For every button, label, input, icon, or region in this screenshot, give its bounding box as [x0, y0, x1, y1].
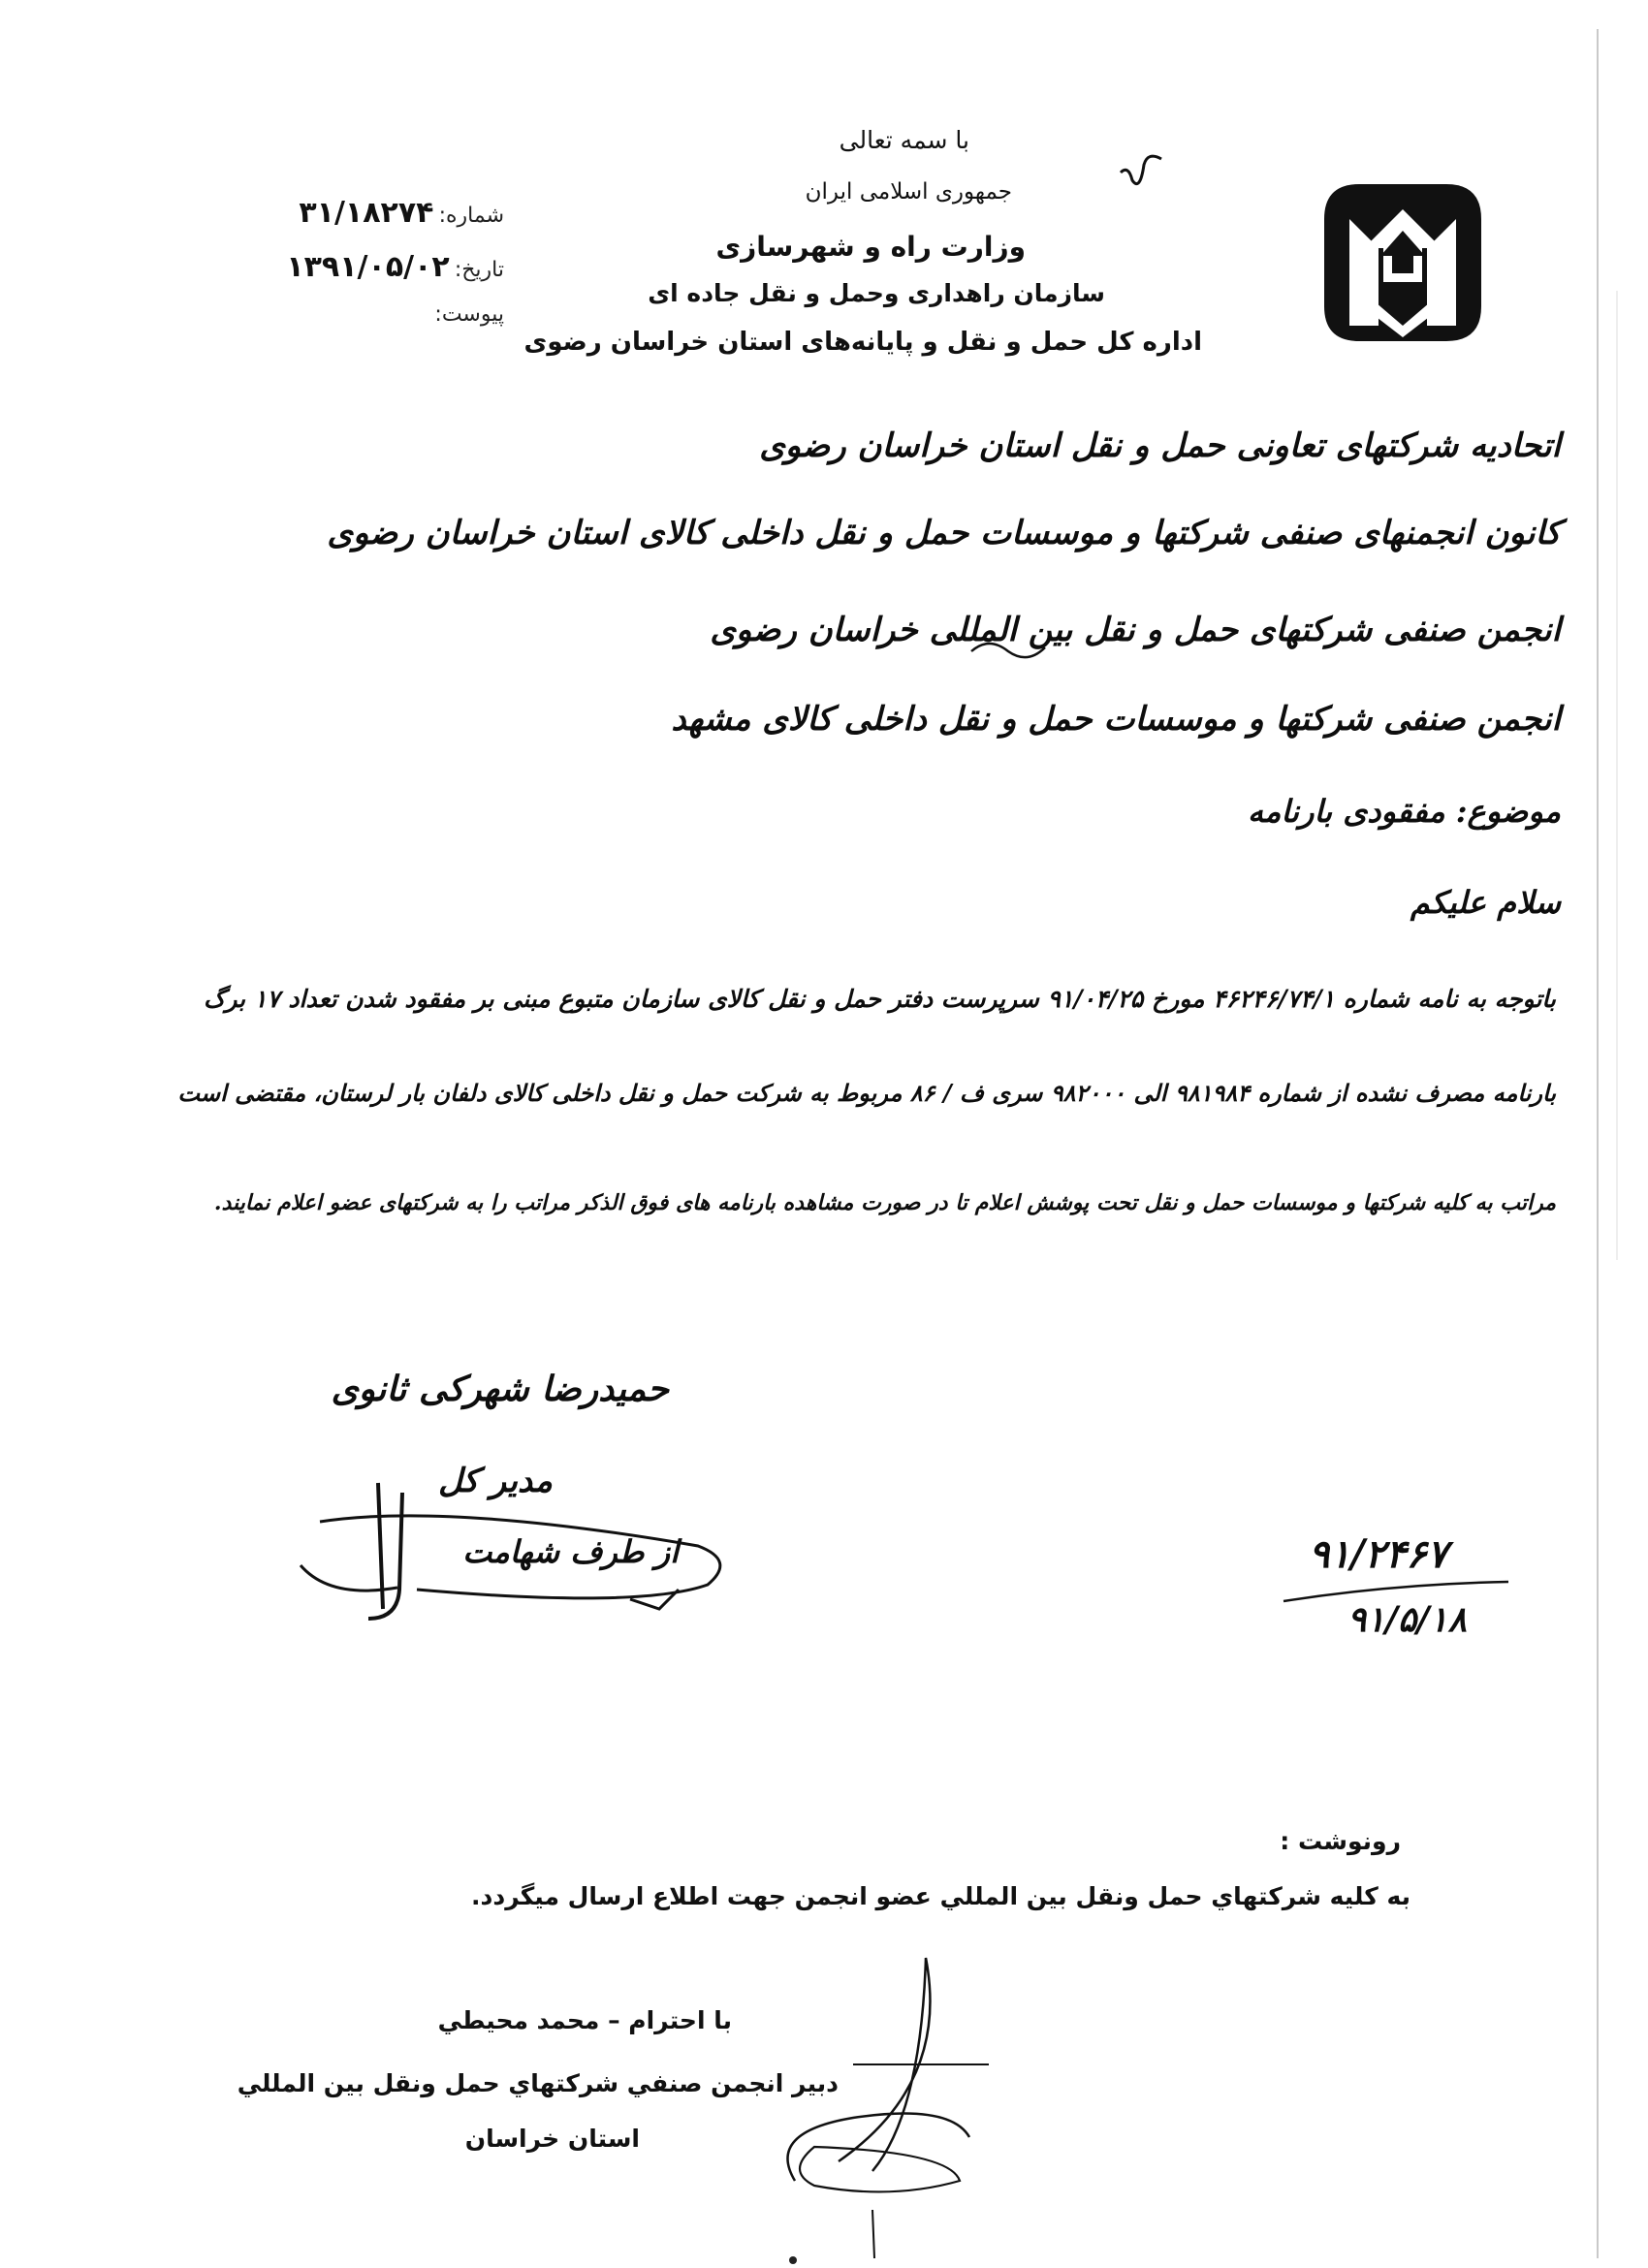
recipient-4: انجمن صنفی شرکتها و موسسات حمل و نقل داخلی کالای مشهد	[671, 700, 1561, 739]
country-name: جمهوری اسلامی ایران	[805, 179, 1012, 205]
letter-date-row	[286, 250, 504, 284]
subject-label: موضوع:	[1455, 793, 1561, 830]
greeting: سلام علیکم	[1410, 884, 1561, 921]
letter-number-label: شماره:	[438, 204, 504, 228]
recipient-3-scribble	[969, 630, 1047, 669]
footer-position: دبير انجمن صنفي شركتهاي حمل ونقل بين المللي	[237, 2069, 839, 2097]
footer-regards: با احترام – محمد محيطي	[437, 2006, 732, 2034]
ministry-logo	[1320, 180, 1485, 345]
attachment-label: پیوست:	[434, 302, 504, 327]
footer-signature	[756, 1938, 1008, 2258]
registration-date: ۹۱/۵/۱۸	[1347, 1599, 1467, 1640]
recipient-1: اتحادیه شرکتهای تعاونی حمل و نقل استان خراسان رضوی	[759, 426, 1561, 465]
ministry-name: وزارت راه و شهرسازی	[715, 231, 1026, 263]
letter-date: ۱۳۹۱/۰۵/۰۲	[286, 250, 450, 284]
subject-line	[1248, 793, 1561, 830]
scan-dot	[787, 2254, 799, 2266]
recipient-3: انجمن صنفی شرکتهای حمل و نقل بین المللی خراسان رضوی	[710, 611, 1561, 649]
registration-number: ۹۱/۲۴۶۷	[1309, 1531, 1448, 1577]
organization-name: سازمان راهداری وحمل و نقل جاده ای	[648, 279, 1105, 307]
copy-label: رونوشت :	[1280, 1827, 1401, 1855]
director-signature	[291, 1473, 756, 1638]
department-name: اداره کل حمل و نقل و پایانه‌های استان خراسان رضوی	[523, 328, 1202, 357]
body-line-3: مراتب به کلیه شرکتها و موسسات حمل و نقل تحت پوشش اعلام تا در صورت مشاهده بارنامه های فوق الذکر مراتب را به شرکتهای عضو اعلام نمایند.	[213, 1190, 1556, 1215]
signatory-title: مدیر کل	[437, 1462, 553, 1500]
copy-text: به كليه شركتهاي حمل ونقل بين المللي عضو انجمن جهت اطلاع ارسال ميگردد.	[471, 1882, 1410, 1910]
letter-number-row	[299, 196, 504, 230]
subject-value: مفقودی بارنامه	[1248, 793, 1445, 830]
letter-number: ۳۱/۱۸۲۷۴	[299, 196, 434, 230]
invocation: با سمه تعالی	[839, 126, 969, 154]
check-mark-icon	[1115, 145, 1173, 194]
body-line-2: بارنامه مصرف نشده از شماره ۹۸۱۹۸۴ الی ۹۸۲۰۰۰ سری ف / ۸۶ مربوط به شرکت حمل و نقل داخلی کالای دلفان بار لرستان، مقتضی است	[177, 1079, 1556, 1107]
footer-province: استان خراسان	[464, 2125, 640, 2153]
recipient-2: کانون انجمنهای صنفی شرکتها و موسسات حمل و نقل داخلی کالای استان خراسان رضوی	[327, 514, 1561, 552]
on-behalf-text: از طرف شهامت	[462, 1533, 679, 1570]
signatory-name: حمیدرضا شهرکی ثانوی	[331, 1369, 669, 1409]
body-line-1: باتوجه به نامه شماره ۴۶۲۴۶/۷۴/۱ مورخ ۹۱/۰۴/۲۵ سرپرست دفتر حمل و نقل کالای سازمان متبوع مبنی بر مفقود شدن تعداد ۱۷ برگ	[203, 985, 1556, 1013]
letter-date-label: تاریخ:	[454, 258, 504, 282]
